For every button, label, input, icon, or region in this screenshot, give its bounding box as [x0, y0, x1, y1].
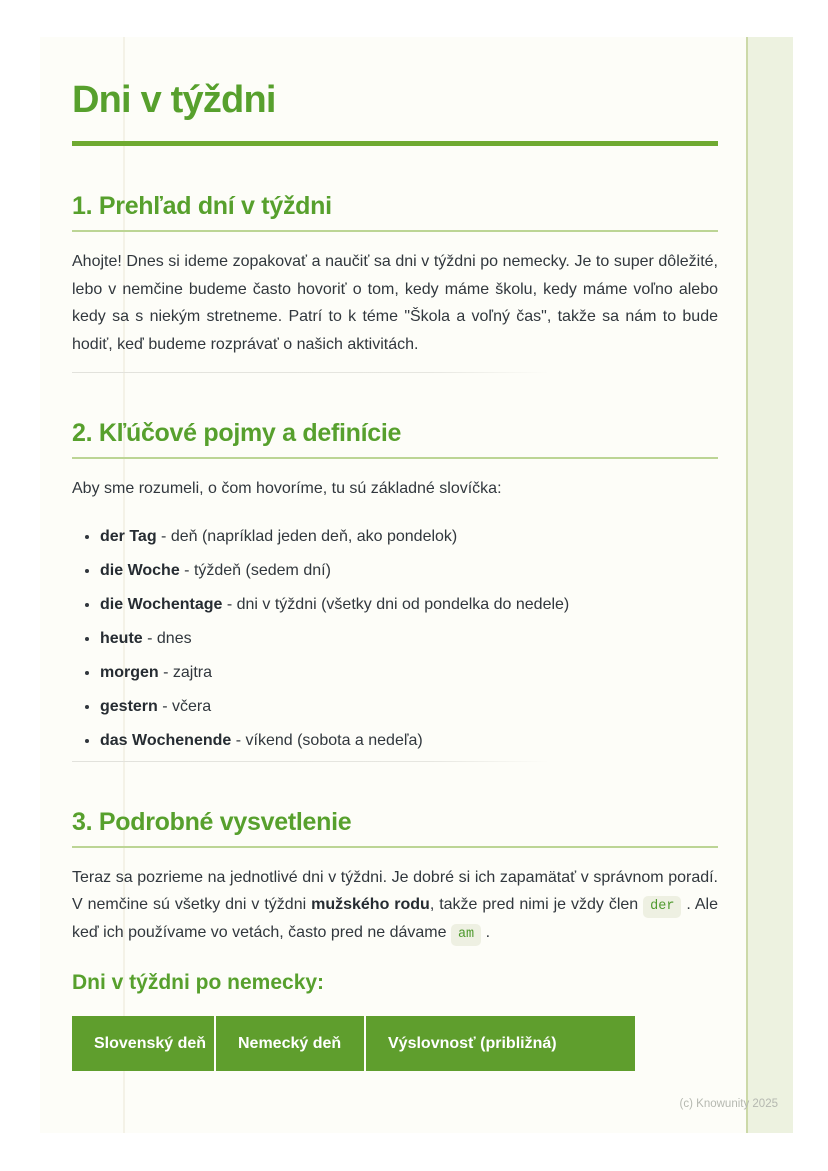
heading-underline [72, 230, 718, 232]
text-segment: - dnes [142, 629, 192, 647]
section-key-terms [72, 418, 718, 762]
list-item [100, 727, 718, 754]
page-title: Dni v týždni [72, 79, 276, 121]
days-table-header [72, 1016, 635, 1071]
list-item [100, 693, 718, 720]
table-header-cell-german: Nemecký deň [216, 1016, 364, 1071]
bold-term: morgen [100, 663, 159, 681]
key-terms-list [72, 523, 718, 754]
text-segment: . [481, 923, 491, 941]
title-rule [72, 141, 718, 146]
text-segment: - víkend (sobota a nedeľa) [231, 731, 423, 749]
text-segment: Aby sme rozumeli, o čom hovoríme, tu sú základné slovíčka: [72, 480, 502, 497]
text-segment: - zajtra [158, 663, 213, 681]
text-segment: - týždeň (sedem dní) [179, 561, 331, 579]
paragraph [72, 475, 718, 503]
inline-code-chip: am [451, 924, 481, 946]
section-explanation [72, 807, 718, 1072]
section-divider [72, 372, 718, 373]
copyright-watermark: (c) Knowunity 2025 [679, 1098, 778, 1110]
bold-term: mužského rodu [311, 896, 430, 913]
section-heading: 1. Prehľad dní v týždni [72, 192, 332, 220]
text-segment: Teraz sa pozrieme na jednotlivé dni v týždni. Je dobré si ich zapamätať v správnom poradí. V nemčine sú všetky dni v týždni [72, 868, 718, 913]
list-item [100, 591, 718, 618]
accent-stripe [746, 37, 793, 1133]
text-segment: . Ale keď ich používame vo vetách, často pred ne dávame [72, 896, 719, 941]
section-heading: 2. Kľúčové pojmy a definície [72, 419, 402, 447]
list-item [100, 625, 718, 652]
list-item [100, 659, 718, 686]
heading-underline [72, 457, 718, 459]
bold-term: das Wochenende [100, 731, 232, 749]
paragraph [72, 864, 718, 947]
heading-underline [72, 846, 718, 848]
text-segment: - deň (napríklad jeden deň, ako pondelok) [156, 527, 458, 545]
section-divider [72, 761, 718, 762]
section-overview [72, 191, 718, 373]
bold-term: der Tag [100, 527, 157, 545]
document-content [72, 78, 718, 1071]
text-segment: , takže pred nimi je vždy člen [429, 896, 644, 913]
bold-term: die Wochentage [100, 595, 223, 613]
text-segment: - včera [157, 697, 212, 715]
list-item [100, 557, 718, 584]
document-page [40, 37, 793, 1133]
bold-term: heute [100, 629, 143, 647]
bold-term: die Woche [100, 561, 180, 579]
table-header-cell-pronunciation: Výslovnosť (približná) [366, 1016, 635, 1071]
section-heading: 3. Podrobné vysvetlenie [72, 807, 352, 836]
inline-code-chip: der [643, 896, 681, 918]
paragraph [72, 248, 718, 358]
text-segment: - dni v týždni (všetky dni od pondelka do nedele) [222, 595, 570, 613]
bold-term: gestern [100, 697, 158, 715]
list-item [100, 523, 718, 550]
days-subheading: Dni v týždni po nemecky: [72, 971, 325, 994]
text-segment: Ahojte! Dnes si ideme zopakovať a naučiť sa dni v týždni po nemecky. Je to super dôležité, lebo v nemčine budeme často hovoriť o tom, kedy máme školu, kedy máme voľno alebo kedy sa s niekým stretneme. Patrí to k téme "Škola a voľný čas", takže sa nám to bude hodiť, keď budeme rozprávať o našich aktivitách. [72, 253, 718, 353]
table-header-cell-slovak: Slovenský deň [72, 1016, 214, 1071]
